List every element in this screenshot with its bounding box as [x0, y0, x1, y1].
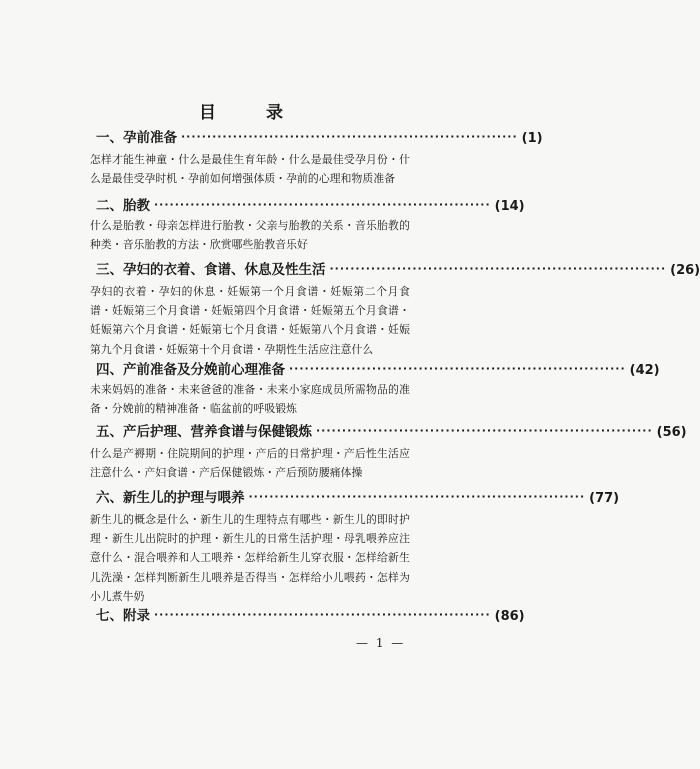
toc-entry-text-5: 什么是产褥期・住院期间的护理・产后的日常护理・产后性生活应注意什么・产妇食谱・产后保健锻炼・产后预防腰痛体操	[90, 447, 410, 480]
dot-leader: ·································································	[329, 262, 667, 275]
toc-heading-label: 六、新生儿的护理与喂养	[96, 490, 245, 506]
toc-entry-text-3: 孕妇的衣着・孕妇的休息・妊娠第一个月食谱・妊娠第二个月食谱・妊娠第三个月食谱・妊娠第四个月食谱・妊娠第五个月食谱・妊娠第六个月食谱・妊娠第七个月食谱・妊娠第八个月食谱・妊娠第九个月食谱・妊娠第十个月食谱・孕期性生活应注意什么	[90, 285, 410, 356]
toc-heading-2	[96, 194, 525, 214]
toc-heading-label: 四、产前准备及分娩前心理准备	[96, 362, 285, 378]
dot-leader: ·································································	[248, 490, 586, 503]
page-title: 目 录	[199, 103, 305, 123]
toc-page-number: (1)	[521, 131, 543, 146]
dot-leader: ·································································	[289, 362, 626, 375]
toc-entry-text-1: 怎样才能生神童・什么是最佳生育年龄・什么是最佳受孕月份・什么是最佳受孕时机・孕前如何增强体质・孕前的心理和物质准备	[90, 153, 410, 186]
toc-heading-1	[96, 126, 543, 146]
toc-heading-4	[96, 358, 660, 378]
toc-heading-7	[96, 604, 525, 624]
page-folio: — 1 —	[356, 636, 406, 650]
toc-entry-text-4: 未来妈妈的准备・未来爸爸的准备・未来小家庭成员所需物品的准备・分娩前的精神准备・临盆前的呼吸锻炼	[90, 383, 410, 416]
toc-heading-5	[96, 420, 687, 440]
toc-page-number: (26)	[670, 263, 700, 278]
toc-page-number: (42)	[629, 363, 660, 378]
toc-heading-label: 二、胎教	[96, 198, 150, 214]
toc-heading-label: 三、孕妇的衣着、食谱、休息及性生活	[96, 262, 326, 278]
dot-leader: ·································································	[316, 424, 653, 437]
toc-page-number: (86)	[494, 609, 525, 624]
dot-leader: ·································································	[154, 608, 491, 621]
dot-leader: ·································································	[181, 130, 518, 143]
toc-entry-text-6: 新生儿的概念是什么・新生儿的生理特点有哪些・新生儿的即时护理・新生儿出院时的护理・新生儿的日常生活护理・母乳喂养应注意什么・混合喂养和人工喂养・怎样给新生儿穿衣服・怎样给新生儿洗澡・怎样判断新生儿喂养是否得当・怎样给小儿喂药・怎样为小儿煮牛奶	[90, 513, 410, 603]
toc-page-number: (56)	[656, 425, 687, 440]
toc-heading-6	[96, 486, 620, 506]
toc-heading-label: 七、附录	[96, 608, 150, 624]
dot-leader: ·································································	[154, 198, 491, 211]
toc-heading-3	[96, 258, 700, 278]
toc-entry-text-2: 什么是胎教・母亲怎样进行胎教・父亲与胎教的关系・音乐胎教的种类・音乐胎教的方法・欣赏哪些胎教音乐好	[90, 219, 410, 252]
toc-page-number: (14)	[494, 199, 525, 214]
toc-heading-label: 一、孕前准备	[96, 130, 177, 146]
toc-page-number: (77)	[589, 491, 620, 506]
toc-heading-label: 五、产后护理、营养食谱与保健锻炼	[96, 424, 312, 440]
